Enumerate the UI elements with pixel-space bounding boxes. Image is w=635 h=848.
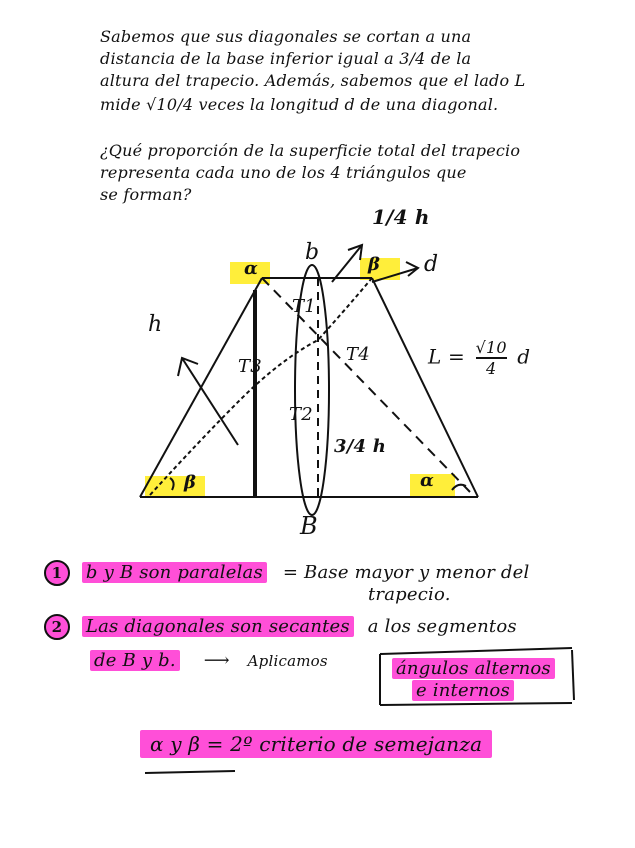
question-line-3: se forman?: [100, 185, 192, 204]
angle-beta-bottom: β: [184, 472, 197, 493]
note-2: [44, 614, 517, 640]
note-2-rest: a los segmentos: [367, 616, 517, 637]
note-1-number: 1: [44, 560, 70, 586]
angle-alpha-bottom: α: [420, 470, 435, 491]
box-bottom-line: [380, 703, 572, 705]
box-line-2-highlight: e internos: [412, 680, 514, 701]
label-quarter-h: 1/4 h: [372, 205, 430, 229]
L-formula: [428, 338, 530, 378]
problem-line-2: distancia de la base inferior igual a 3/4 de la: [100, 49, 472, 68]
diagonal-wavy: [150, 278, 372, 495]
label-b: b: [305, 240, 320, 265]
label-T4: T4: [346, 344, 370, 365]
L-formula-left: L =: [428, 344, 465, 369]
note-2-arrow: ⟶: [203, 650, 230, 671]
criterion: [140, 732, 492, 756]
label-d: d: [424, 252, 439, 277]
box-right-line: [572, 650, 574, 700]
note-2-line-2-highlight: de B y b.: [90, 650, 180, 671]
label-T3: T3: [238, 356, 262, 377]
question-line-2: representa cada uno de los 4 triángulos que: [100, 163, 467, 182]
note-2-applying: Aplicamos: [247, 652, 328, 670]
note-2-line-2: [90, 650, 328, 671]
angle-beta-top: β: [368, 254, 381, 275]
label-three-quarter-h: 3/4 h: [334, 436, 386, 457]
L-formula-den: 4: [485, 359, 497, 378]
right-side-line: [372, 278, 478, 497]
label-B: B: [300, 512, 318, 540]
note-1-highlight: b y B son paralelas: [82, 562, 267, 583]
note-2-number: 2: [44, 614, 70, 640]
problem-line-4: mide √10/4 veces la longitud d de una diagonal.: [100, 95, 499, 114]
box-line-1-highlight: ángulos alternos: [392, 658, 555, 679]
criterion-highlight: α y β = 2º criterio de semejanza: [140, 730, 492, 758]
question-line-1: ¿Qué proporción de la superficie total del trapecio: [100, 141, 521, 160]
label-T1: T1: [292, 296, 316, 317]
problem-line-3: altura del trapecio. Además, sabemos que el lado L: [100, 71, 526, 90]
box-line-2: [412, 680, 514, 701]
note-1: [44, 560, 529, 586]
L-formula-right: d: [517, 344, 531, 369]
note-1-line-2: trapecio.: [368, 584, 451, 605]
note-2-highlight: Las diagonales son secantes: [82, 616, 354, 637]
note-1-rest: = Base mayor y menor del: [282, 562, 530, 583]
box-top-line: [380, 648, 572, 654]
label-T2: T2: [289, 404, 313, 425]
L-formula-fraction: [476, 338, 507, 378]
criterion-underline: [145, 771, 235, 773]
label-h: h: [148, 312, 163, 337]
quarter-h-arrow-line: [332, 245, 362, 282]
angle-alpha-top: α: [244, 258, 259, 279]
box-line-1: [392, 658, 555, 679]
L-formula-num: √10: [475, 338, 507, 357]
problem-line-1: Sabemos que sus diagonales se cortan a una: [100, 27, 472, 46]
